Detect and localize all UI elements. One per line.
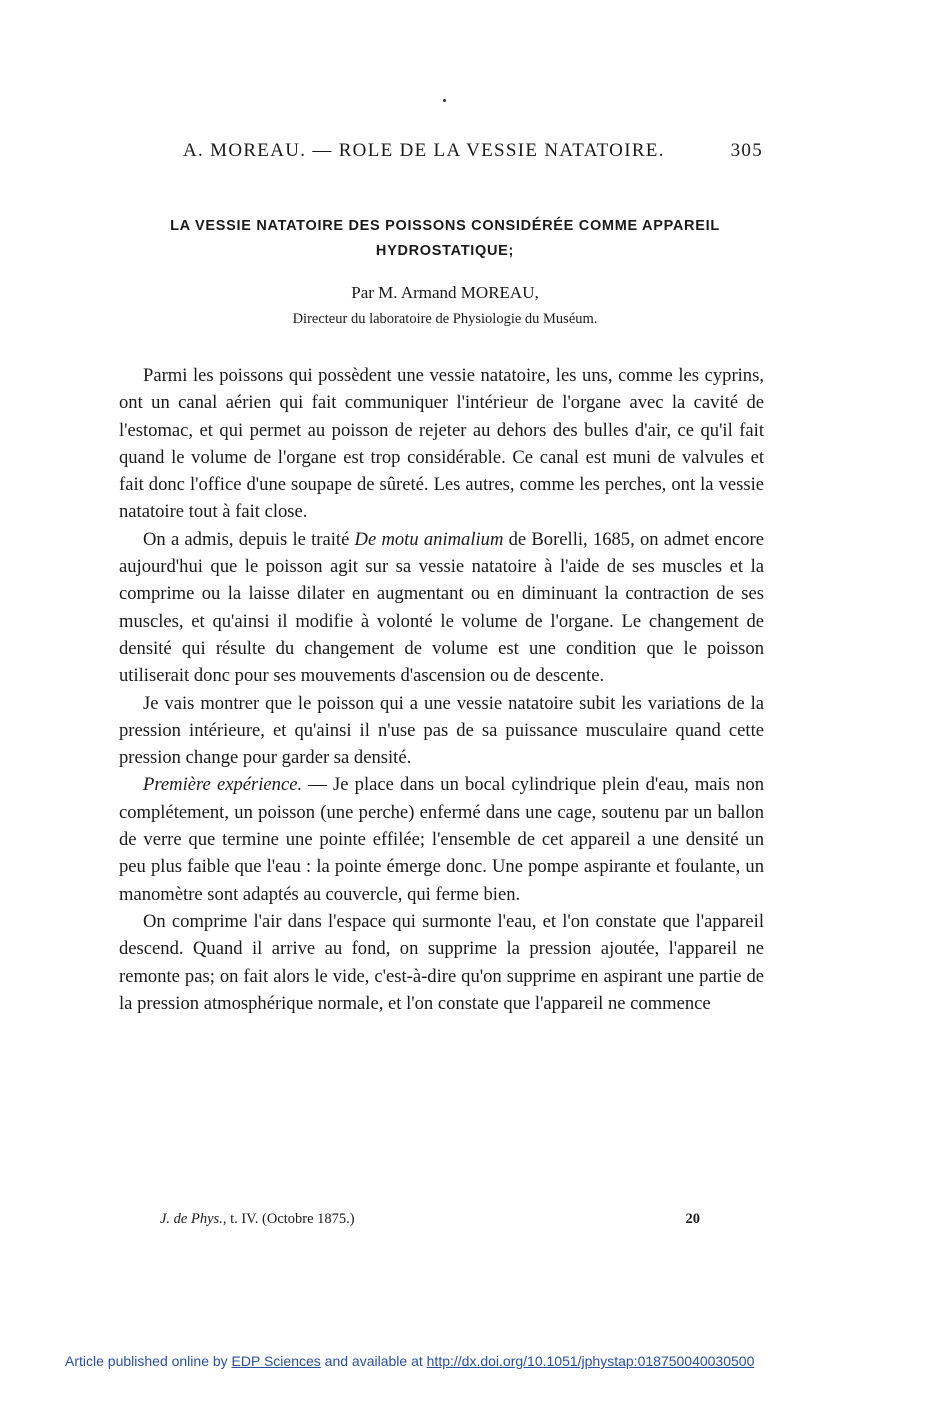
note-prefix: Article published online by bbox=[65, 1353, 232, 1369]
paragraph-4-rest: — Je place dans un bocal cylindrique plein d'eau, mais non complétement, un poisson (une perche) enfermé dans une cage, soutenu par un ballon de verre que termine une pointe effilée; l'ensemble de cet appareil a une densité un peu plus faible que l'eau : la pointe émerge donc. Une pompe aspirante et foulante, un manomètre sont adaptés au couvercle, qui ferme bien. bbox=[119, 774, 764, 905]
paragraph-5: On comprime l'air dans l'espace qui surmonte l'eau, et l'on constate que l'appareil descend. Quand il arrive au fond, on supprime la pression ajoutée, l'appareil ne remonte pas; on fait alors le vide, c'est-à-dire qu'on supprime en aspirant une partie de la pression atmosphérique normale, et l'on constate que l'appareil ne commence bbox=[119, 910, 764, 1014]
article-title: LA VESSIE NATATOIRE DES POISSONS CONSIDÉRÉE COMME APPAREIL HYDROSTATIQUE; bbox=[170, 218, 720, 259]
paragraph-3: Je vais montrer que le poisson qui a une vessie natatoire subit les variations de la pression intérieure, et qu'ainsi il n'use pas de sa puissance musculaire quand cette pression change pour garder sa densité. bbox=[119, 692, 764, 769]
doi-link[interactable]: http://dx.doi.org/10.1051/jphystap:018750040030500 bbox=[426, 1353, 755, 1369]
journal-name: J. de Phys. bbox=[160, 1211, 223, 1227]
online-availability-note bbox=[65, 1353, 865, 1369]
running-title: A. MOREAU. — ROLE DE LA VESSIE NATATOIRE. bbox=[183, 140, 665, 161]
experiment-heading: Première expérience. bbox=[143, 774, 303, 796]
book-title: De motu animalium bbox=[354, 528, 504, 550]
note-middle: and available at bbox=[320, 1353, 427, 1369]
paragraph-2 bbox=[119, 526, 764, 690]
author-affiliation: Directeur du laboratoire de Physiologie du Muséum. bbox=[292, 311, 598, 327]
journal-volume-date: , t. IV. (Octobre 1875.) bbox=[222, 1211, 355, 1227]
article-body bbox=[119, 362, 764, 1017]
paragraph-2-start: On a admis, depuis le traité bbox=[143, 528, 355, 550]
signature-mark: 20 bbox=[685, 1211, 700, 1227]
publisher-link[interactable]: EDP Sciences bbox=[231, 1353, 321, 1369]
paragraph-4 bbox=[119, 771, 764, 907]
page-number: 305 bbox=[730, 140, 763, 161]
journal-citation bbox=[160, 1211, 355, 1228]
paragraph-1: Parmi les poissons qui possèdent une vessie natatoire, les uns, comme les cyprins, ont un canal aérien qui fait communiquer l'intérieur de l'organe avec la cavité de l'estomac, et qui permet au poisson de rejeter au dehors des bulles d'air, ce qu'il fait quand le volume de l'organe est trop considérable. Ce canal est muni de valvules et fait donc l'office d'une soupape de sûreté. Les autres, comme les perches, ont la vessie natatoire tout à fait close. bbox=[119, 365, 764, 523]
print-speck bbox=[443, 99, 446, 102]
author-byline: Par M. Armand MOREAU, bbox=[351, 283, 539, 302]
paragraph-2-rest: de Borelli, 1685, on admet encore aujourd'hui que le poisson agit sur sa vessie natatoire à l'aide de ses muscles et la comprime ou la laisse dilater en augmentant ou en diminuant la contraction de ses muscles, et qu'ainsi il modifie à volonté le volume de l'organe. Le changement de densité qui résulte du changement de volume est une condition que le poisson utiliserait donc pour ses mouvements d'ascension ou de descente. bbox=[119, 528, 764, 687]
